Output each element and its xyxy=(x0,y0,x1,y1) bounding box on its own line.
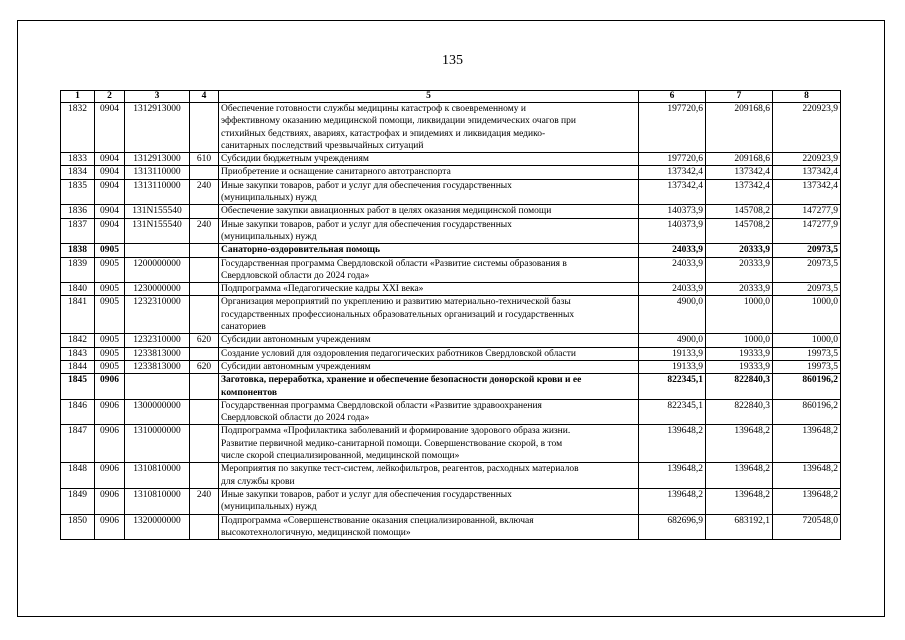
section-code: 0904 xyxy=(95,166,125,179)
row-description xyxy=(219,103,639,153)
amount-col-8: 147277,9 xyxy=(773,205,841,218)
amount-col-6: 139648,2 xyxy=(639,463,706,489)
target-code: 1310810000 xyxy=(125,488,190,514)
description-line: Субсидии бюджетным учреждениям xyxy=(221,154,369,165)
target-code xyxy=(125,374,190,400)
amount-col-7: 20333,9 xyxy=(706,257,773,283)
row-description xyxy=(219,257,639,283)
target-code: 1312913000 xyxy=(125,153,190,166)
amount-col-7: 137342,4 xyxy=(706,166,773,179)
section-code: 0906 xyxy=(95,399,125,425)
amount-col-7: 19333,9 xyxy=(706,347,773,360)
row-number: 1842 xyxy=(61,334,95,347)
table-row xyxy=(61,244,841,257)
table-row xyxy=(61,218,841,244)
expense-kind: 620 xyxy=(190,334,219,347)
amount-col-6: 197720,6 xyxy=(639,153,706,166)
amount-col-8: 139648,2 xyxy=(773,425,841,463)
table-row xyxy=(61,296,841,334)
target-code: 1233813000 xyxy=(125,347,190,360)
amount-col-8: 1000,0 xyxy=(773,334,841,347)
table-row xyxy=(61,360,841,373)
table-row xyxy=(61,463,841,489)
description-line: Подпрограмма «Совершенствование оказания специализированной, включая xyxy=(221,515,534,526)
table-row xyxy=(61,334,841,347)
expense-kind xyxy=(190,347,219,360)
row-description xyxy=(219,205,639,218)
col-header-8: 8 xyxy=(773,91,841,103)
section-code: 0905 xyxy=(95,296,125,334)
section-code: 0904 xyxy=(95,179,125,205)
amount-col-6: 4900,0 xyxy=(639,296,706,334)
target-code: 1310000000 xyxy=(125,425,190,463)
expense-kind: 610 xyxy=(190,153,219,166)
row-description xyxy=(219,334,639,347)
description-line: государственных профессиональных образовательных организаций и государственных xyxy=(221,309,575,320)
amount-col-6: 19133,9 xyxy=(639,360,706,373)
amount-col-8: 139648,2 xyxy=(773,463,841,489)
row-number: 1846 xyxy=(61,399,95,425)
table-row xyxy=(61,347,841,360)
description-line: компонентов xyxy=(221,387,277,398)
amount-col-7: 20333,9 xyxy=(706,283,773,296)
target-code: 1233813000 xyxy=(125,360,190,373)
target-code: 1230000000 xyxy=(125,283,190,296)
amount-col-7: 822840,3 xyxy=(706,399,773,425)
expense-kind xyxy=(190,166,219,179)
row-number: 1843 xyxy=(61,347,95,360)
description-line: (муниципальных) нужд xyxy=(221,502,317,513)
amount-col-7: 1000,0 xyxy=(706,334,773,347)
row-description xyxy=(219,347,639,360)
amount-col-6: 140373,9 xyxy=(639,205,706,218)
expense-kind xyxy=(190,103,219,153)
amount-col-6: 197720,6 xyxy=(639,103,706,153)
row-description xyxy=(219,218,639,244)
section-code: 0906 xyxy=(95,514,125,540)
expense-kind xyxy=(190,425,219,463)
description-line: Заготовка, переработка, хранение и обеспечение безопасности донорской крови и ее xyxy=(221,375,582,386)
description-line: Иные закупки товаров, работ и услуг для обеспечения государственных xyxy=(221,219,512,230)
row-description xyxy=(219,488,639,514)
target-code: 1313110000 xyxy=(125,179,190,205)
description-line: Санаторно-оздоровительная помощь xyxy=(221,245,381,256)
row-number: 1835 xyxy=(61,179,95,205)
section-code: 0905 xyxy=(95,283,125,296)
amount-col-7: 139648,2 xyxy=(706,488,773,514)
expense-kind xyxy=(190,374,219,400)
description-line: санитарных последствий чрезвычайных ситуаций xyxy=(221,140,424,151)
target-code: 131N155540 xyxy=(125,205,190,218)
amount-col-6: 4900,0 xyxy=(639,334,706,347)
target-code: 131N155540 xyxy=(125,218,190,244)
amount-col-7: 209168,6 xyxy=(706,103,773,153)
amount-col-6: 24033,9 xyxy=(639,283,706,296)
target-code xyxy=(125,244,190,257)
table-row xyxy=(61,153,841,166)
target-code: 1312913000 xyxy=(125,103,190,153)
amount-col-6: 682696,9 xyxy=(639,514,706,540)
amount-col-8: 19973,5 xyxy=(773,347,841,360)
amount-col-7: 139648,2 xyxy=(706,425,773,463)
expense-kind: 240 xyxy=(190,488,219,514)
col-header-7: 7 xyxy=(706,91,773,103)
description-line: числе скорой специализированной, медицинской помощи» xyxy=(221,451,460,462)
description-line: Мероприятия по закупке тест-систем, лейкофильтров, реагентов, расходных материалов xyxy=(221,464,579,475)
amount-col-8: 139648,2 xyxy=(773,488,841,514)
description-line: Свердловской области до 2024 года» xyxy=(221,270,370,281)
amount-col-8: 720548,0 xyxy=(773,514,841,540)
target-code: 1300000000 xyxy=(125,399,190,425)
row-description xyxy=(219,360,639,373)
row-description xyxy=(219,283,639,296)
amount-col-8: 137342,4 xyxy=(773,166,841,179)
target-code: 1320000000 xyxy=(125,514,190,540)
row-number: 1834 xyxy=(61,166,95,179)
table-row xyxy=(61,166,841,179)
expense-kind xyxy=(190,296,219,334)
row-description xyxy=(219,463,639,489)
row-description xyxy=(219,296,639,334)
description-line: Обеспечение закупки авиационных работ в целях оказания медицинской помощи xyxy=(221,206,552,217)
table-row xyxy=(61,488,841,514)
col-header-1: 1 xyxy=(61,91,95,103)
col-header-4: 4 xyxy=(190,91,219,103)
amount-col-8: 20973,5 xyxy=(773,244,841,257)
amount-col-8: 860196,2 xyxy=(773,399,841,425)
amount-col-8: 860196,2 xyxy=(773,374,841,400)
row-number: 1839 xyxy=(61,257,95,283)
amount-col-7: 822840,3 xyxy=(706,374,773,400)
amount-col-8: 20973,5 xyxy=(773,257,841,283)
target-code: 1313110000 xyxy=(125,166,190,179)
section-code: 0905 xyxy=(95,244,125,257)
row-number: 1849 xyxy=(61,488,95,514)
row-number: 1850 xyxy=(61,514,95,540)
section-code: 0905 xyxy=(95,257,125,283)
amount-col-8: 220923,9 xyxy=(773,153,841,166)
amount-col-6: 24033,9 xyxy=(639,244,706,257)
description-line: высокотехнологичную, медицинской помощи» xyxy=(221,527,411,538)
description-line: Государственная программа Свердловской области «Развитие системы образования в xyxy=(221,258,567,269)
table-row xyxy=(61,425,841,463)
col-header-6: 6 xyxy=(639,91,706,103)
target-code: 1200000000 xyxy=(125,257,190,283)
description-line: Развитие первичной медико-санитарной помощи. Совершенствование скорой, в том xyxy=(221,438,563,449)
section-code: 0904 xyxy=(95,218,125,244)
header-row xyxy=(61,91,841,103)
row-number: 1837 xyxy=(61,218,95,244)
row-description xyxy=(219,399,639,425)
amount-col-6: 822345,1 xyxy=(639,399,706,425)
description-line: Приобретение и оснащение санитарного автотранспорта xyxy=(221,167,451,178)
table-row xyxy=(61,205,841,218)
section-code: 0904 xyxy=(95,153,125,166)
amount-col-6: 19133,9 xyxy=(639,347,706,360)
description-line: Субсидии автономным учреждениям xyxy=(221,335,371,346)
row-number: 1844 xyxy=(61,360,95,373)
page-number: 135 xyxy=(442,53,463,68)
table-row xyxy=(61,283,841,296)
target-code: 1310810000 xyxy=(125,463,190,489)
description-line: Обеспечение готовности службы медицины катастроф к своевременному и xyxy=(221,104,526,114)
amount-col-7: 20333,9 xyxy=(706,244,773,257)
section-code: 0904 xyxy=(95,205,125,218)
amount-col-7: 139648,2 xyxy=(706,463,773,489)
amount-col-8: 137342,4 xyxy=(773,179,841,205)
section-code: 0906 xyxy=(95,374,125,400)
amount-col-8: 20973,5 xyxy=(773,283,841,296)
description-line: Организация мероприятий по укреплению и развитию материально-технической базы xyxy=(221,297,571,308)
description-line: Подпрограмма «Профилактика заболеваний и формирование здорового образа жизни. xyxy=(221,426,571,437)
row-description xyxy=(219,244,639,257)
description-line: стихийных бедствиях, авариях, катастрофах и эпидемиях и ликвидация медико- xyxy=(221,128,546,139)
amount-col-7: 145708,2 xyxy=(706,218,773,244)
section-code: 0906 xyxy=(95,425,125,463)
table-row xyxy=(61,374,841,400)
amount-col-7: 209168,6 xyxy=(706,153,773,166)
amount-col-7: 1000,0 xyxy=(706,296,773,334)
expense-kind xyxy=(190,205,219,218)
section-code: 0904 xyxy=(95,103,125,153)
col-header-2: 2 xyxy=(95,91,125,103)
amount-col-6: 137342,4 xyxy=(639,179,706,205)
amount-col-6: 822345,1 xyxy=(639,374,706,400)
section-code: 0905 xyxy=(95,347,125,360)
section-code: 0906 xyxy=(95,488,125,514)
section-code: 0906 xyxy=(95,463,125,489)
expense-kind: 240 xyxy=(190,218,219,244)
expense-kind xyxy=(190,244,219,257)
row-number: 1845 xyxy=(61,374,95,400)
amount-col-6: 24033,9 xyxy=(639,257,706,283)
description-line: Государственная программа Свердловской области «Развитие здравоохранения xyxy=(221,400,542,411)
row-description xyxy=(219,166,639,179)
description-line: Иные закупки товаров, работ и услуг для обеспечения государственных xyxy=(221,489,512,500)
row-description xyxy=(219,374,639,400)
description-line: Создание условий для оздоровления педагогических работников Свердловской области xyxy=(221,348,576,359)
table-body xyxy=(61,103,841,540)
expense-kind: 620 xyxy=(190,360,219,373)
section-code: 0905 xyxy=(95,334,125,347)
table-row xyxy=(61,103,841,153)
col-header-5: 5 xyxy=(219,91,639,103)
budget-table xyxy=(60,90,841,540)
expense-kind: 240 xyxy=(190,179,219,205)
description-line: санаториев xyxy=(221,322,266,333)
description-line: Подпрограмма «Педагогические кадры XXI века» xyxy=(221,284,424,295)
amount-col-7: 145708,2 xyxy=(706,205,773,218)
row-description xyxy=(219,425,639,463)
expense-kind xyxy=(190,283,219,296)
description-line: (муниципальных) нужд xyxy=(221,231,317,242)
expense-kind xyxy=(190,514,219,540)
amount-col-6: 139648,2 xyxy=(639,488,706,514)
amount-col-6: 137342,4 xyxy=(639,166,706,179)
table-row xyxy=(61,179,841,205)
description-line: Свердловской области до 2024 года» xyxy=(221,413,370,424)
amount-col-8: 1000,0 xyxy=(773,296,841,334)
target-code: 1232310000 xyxy=(125,334,190,347)
description-line: для службы крови xyxy=(221,476,295,487)
row-description xyxy=(219,153,639,166)
table-row xyxy=(61,399,841,425)
amount-col-6: 139648,2 xyxy=(639,425,706,463)
amount-col-8: 19973,5 xyxy=(773,360,841,373)
amount-col-8: 220923,9 xyxy=(773,103,841,153)
row-number: 1833 xyxy=(61,153,95,166)
row-number: 1840 xyxy=(61,283,95,296)
amount-col-7: 19333,9 xyxy=(706,360,773,373)
row-number: 1847 xyxy=(61,425,95,463)
amount-col-6: 140373,9 xyxy=(639,218,706,244)
section-code: 0905 xyxy=(95,360,125,373)
expense-kind xyxy=(190,399,219,425)
row-number: 1836 xyxy=(61,205,95,218)
row-description xyxy=(219,514,639,540)
amount-col-8: 147277,9 xyxy=(773,218,841,244)
description-line: эффективному оказанию медицинской помощи, ликвидации эпидемических очагов при xyxy=(221,116,576,127)
row-number: 1832 xyxy=(61,103,95,153)
row-number: 1848 xyxy=(61,463,95,489)
target-code: 1232310000 xyxy=(125,296,190,334)
col-header-3: 3 xyxy=(125,91,190,103)
amount-col-7: 683192,1 xyxy=(706,514,773,540)
table-row xyxy=(61,257,841,283)
table-row xyxy=(61,514,841,540)
row-number: 1841 xyxy=(61,296,95,334)
description-line: Субсидии автономным учреждениям xyxy=(221,361,371,372)
row-description xyxy=(219,179,639,205)
description-line: (муниципальных) нужд xyxy=(221,193,317,204)
expense-kind xyxy=(190,463,219,489)
row-number: 1838 xyxy=(61,244,95,257)
description-line: Иные закупки товаров, работ и услуг для обеспечения государственных xyxy=(221,180,512,191)
expense-kind xyxy=(190,257,219,283)
amount-col-7: 137342,4 xyxy=(706,179,773,205)
